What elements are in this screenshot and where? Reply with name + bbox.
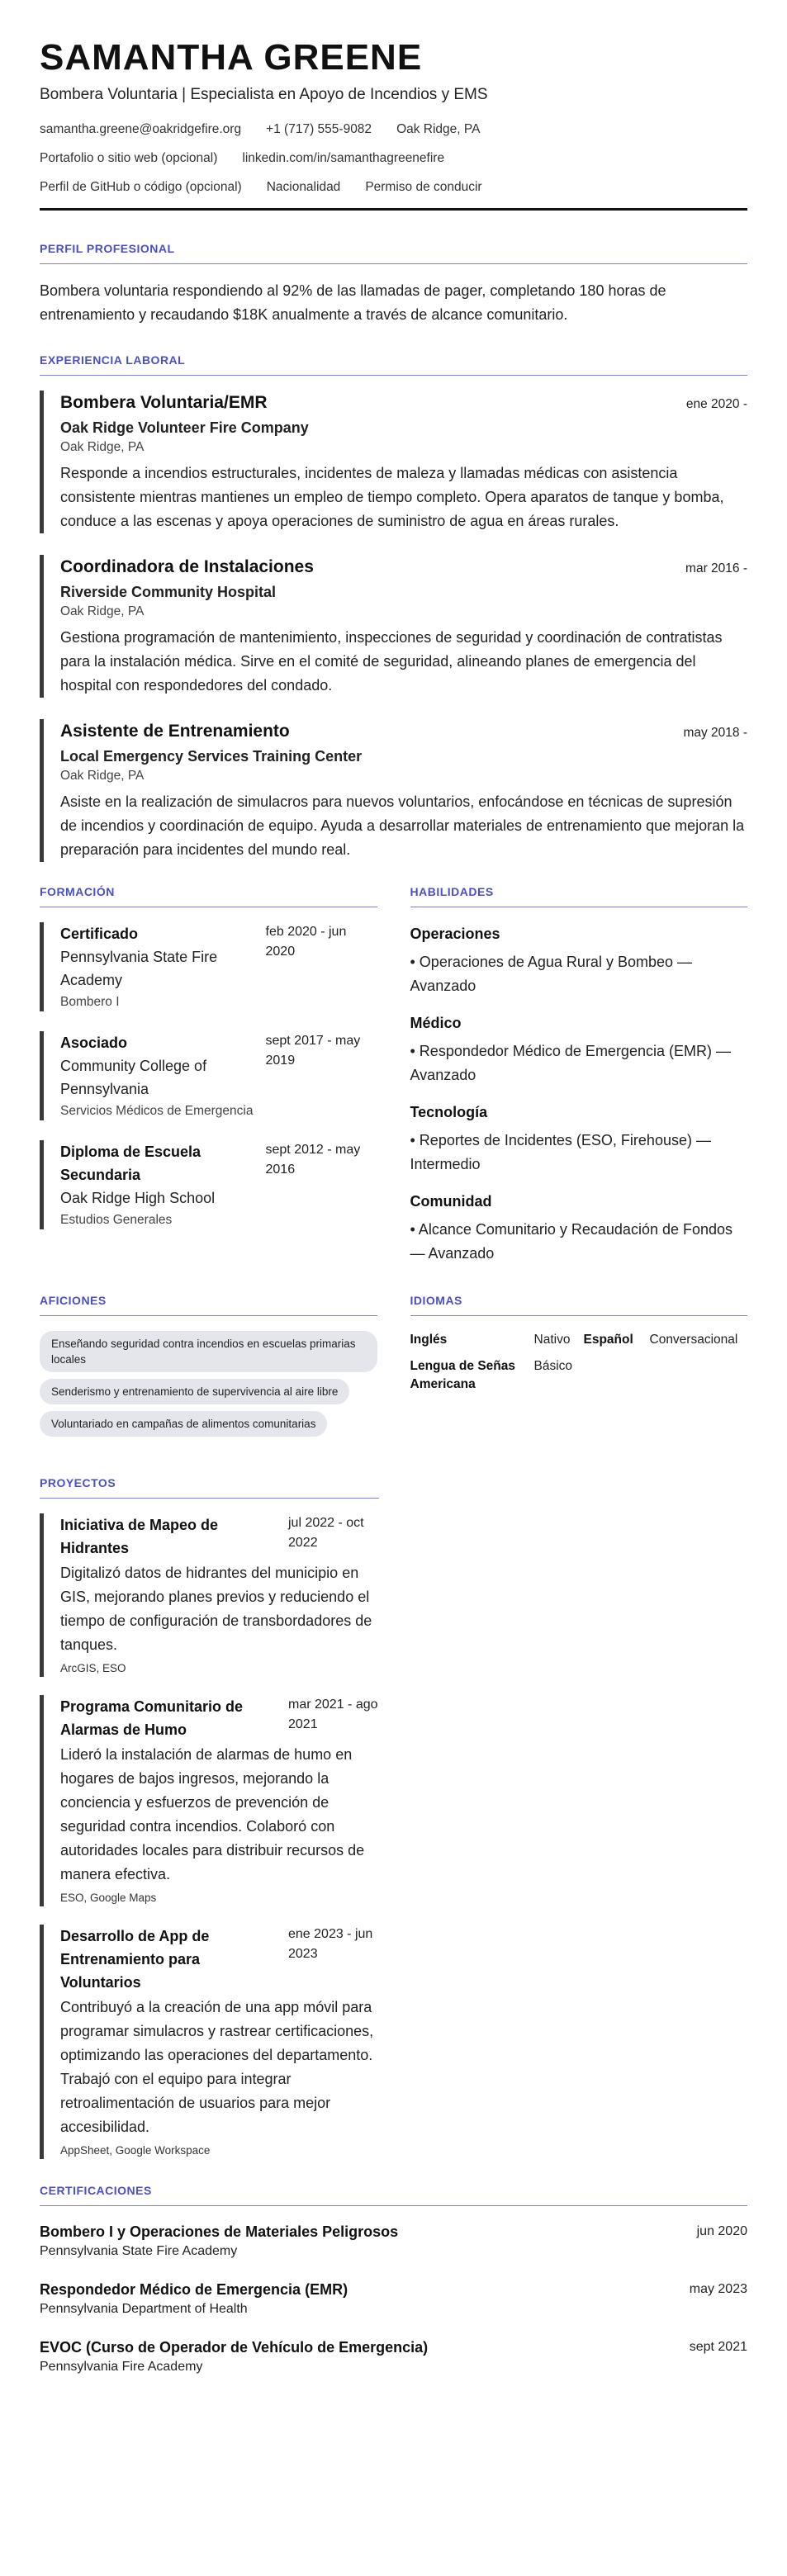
contact-phone[interactable]: +1 (717) 555-9082 (266, 122, 372, 136)
hobby-tag: Voluntariado en campañas de alimentos comunitarias (40, 1411, 327, 1437)
education-field: Servicios Médicos de Emergencia (60, 1104, 254, 1118)
project-title: Iniciativa de Mapeo de Hidrantes (60, 1517, 219, 1556)
education-item (40, 1031, 377, 1120)
header-divider (40, 208, 747, 211)
skill-items: • Operaciones de Agua Rural y Bombeo — Avanzado (410, 954, 692, 994)
experience-description: Responde a incendios estructurales, incidentes de maleza y llamadas médicas con asistencia consistente mientras mantienes un empleo de tiempo completo. Opera aparatos de tanque y bomba, conduce a las escenas y apoya operaciones de suministro de agua en áreas rurales. (60, 465, 724, 529)
project-date: ene 2023 - jun 2023 (288, 1927, 373, 1961)
hobby-tag: Enseñando seguridad contra incendios en escuelas primarias locales (40, 1331, 377, 1372)
language-level: Conversacional (649, 1333, 738, 1347)
language-name: Inglés (410, 1333, 448, 1347)
contact-linkedin[interactable]: linkedin.com/in/samanthagreenefire (242, 151, 445, 165)
experience-location: Oak Ridge, PA (60, 440, 145, 454)
project-date: mar 2021 - ago 2021 (288, 1698, 378, 1731)
education-item (40, 1140, 377, 1229)
certification-item (40, 2337, 747, 2376)
section-title-experience: EXPERIENCIA LABORAL (40, 353, 747, 376)
skill-items: • Alcance Comunitario y Recaudación de Fondos — Avanzado (410, 1221, 733, 1262)
education-date: feb 2020 - jun 2020 (265, 925, 347, 959)
project-description: Digitalizó datos de hidrantes del municipio en GIS, mejorando planes previos y reduciendo el tiempo de configuración de transbordadores de tanques. (60, 1565, 372, 1653)
project-title: Programa Comunitario de Alarmas de Humo (60, 1698, 244, 1738)
experience-company: Oak Ridge Volunteer Fire Company (60, 419, 309, 436)
education-school: Pennsylvania State Fire Academy (60, 949, 218, 988)
skill-group (410, 922, 748, 998)
experience-date: ene 2020 - (685, 397, 747, 411)
experience-section (40, 353, 747, 862)
education-degree: Asociado (60, 1035, 128, 1051)
section-title-education: FORMACIÓN (40, 885, 377, 907)
project-tech: ESO, Google Maps (60, 1892, 157, 1904)
section-title-profile: PERFIL PROFESIONAL (40, 242, 747, 264)
certification-date: jun 2020 (696, 2224, 747, 2238)
skill-category: Operaciones (410, 926, 500, 942)
section-title-projects: PROYECTOS (40, 1476, 379, 1499)
language-level: Básico (533, 1359, 573, 1373)
contact-website[interactable]: Portafolio o sitio web (opcional) (40, 151, 218, 165)
section-title-hobbies: AFICIONES (40, 1294, 377, 1316)
education-field: Bombero I (60, 995, 120, 1009)
candidate-name: SAMANTHA GREENE (40, 37, 423, 78)
experience-item (40, 719, 747, 862)
education-skills-row (40, 885, 747, 1279)
contact-license: Permiso de conducir (365, 180, 482, 194)
skill-category: Médico (410, 1015, 462, 1031)
project-item (40, 1695, 379, 1906)
certification-date: sept 2021 (689, 2340, 747, 2354)
languages-list (410, 1331, 748, 1394)
education-school: Community College of Pennsylvania (60, 1058, 207, 1097)
skill-category: Comunidad (410, 1193, 492, 1210)
project-description: Lideró la instalación de alarmas de humo en hogares de bajos ingresos, mejorando la conciencia y esfuerzos de prevención de seguridad contra incendios. Colaboró con autoridades locales para distribuir recursos de manera efectiva. (60, 1746, 365, 1882)
hobbies-section (40, 1294, 377, 1443)
experience-date: may 2018 - (683, 726, 747, 740)
education-degree: Certificado (60, 926, 139, 942)
education-field: Estudios Generales (60, 1213, 173, 1227)
project-title: Desarrollo de App de Entrenamiento para Voluntarios (60, 1928, 210, 1991)
certifications-section (40, 2184, 747, 2376)
skills-section (410, 885, 748, 1279)
skill-category: Tecnología (410, 1104, 488, 1120)
certification-item (40, 2279, 747, 2318)
skill-group (410, 1190, 748, 1266)
skill-items: • Respondedor Médico de Emergencia (EMR) — Avanzado (410, 1043, 731, 1083)
section-title-certifications: CERTIFICACIONES (40, 2184, 747, 2206)
education-section (40, 885, 377, 1279)
experience-item (40, 391, 747, 533)
project-tech: AppSheet, Google Workspace (60, 2144, 211, 2157)
contact-nationality: Nacionalidad (266, 180, 341, 194)
experience-company: Riverside Community Hospital (60, 584, 277, 600)
hobby-tag: Senderismo y entrenamiento de supervivencia al aire libre (40, 1379, 349, 1404)
certification-org: Pennsylvania State Fire Academy (40, 2244, 238, 2258)
certification-name: EVOC (Curso de Operador de Vehículo de Emergencia) (40, 2339, 429, 2356)
certification-item (40, 2221, 747, 2261)
project-description: Contribuyó a la creación de una app móvil para programar simulacros y rastrear certificaciones, optimizando las operaciones del departamento. Trabajó con el equipo para integrar retroalimentación de usuarios para mejor accesibilidad. (60, 1999, 374, 2135)
experience-location: Oak Ridge, PA (60, 769, 145, 783)
language-name: Lengua de Señas Americana (410, 1359, 515, 1391)
candidate-title: Bombera Voluntaria | Especialista en Apoyo de Incendios y EMS (40, 86, 488, 103)
skill-group (410, 1011, 748, 1087)
projects-section (40, 1476, 379, 2159)
contact-email[interactable]: samantha.greene@oakridgefire.org (40, 122, 242, 136)
experience-item (40, 555, 747, 698)
certification-org: Pennsylvania Fire Academy (40, 2360, 203, 2374)
languages-section (410, 1294, 748, 1443)
education-school: Oak Ridge High School (60, 1190, 216, 1206)
education-date: sept 2012 - may 2016 (265, 1143, 361, 1177)
skill-items: • Reportes de Incidentes (ESO, Firehouse) — Intermedio (410, 1132, 711, 1172)
resume-header (40, 36, 747, 211)
experience-description: Gestiona programación de mantenimiento, inspecciones de seguridad y coordinación de contratistas para la instalación médica. Sirve en el comité de seguridad, alineando planes de emergencia del hospital con respondedores del condado. (60, 629, 723, 694)
certification-date: may 2023 (689, 2282, 747, 2296)
project-tech: ArcGIS, ESO (60, 1662, 126, 1674)
section-title-skills: HABILIDADES (410, 885, 748, 907)
contact-github[interactable]: Perfil de GitHub o código (opcional) (40, 180, 242, 194)
language-level: Nativo (533, 1333, 571, 1347)
education-date: sept 2017 - may 2019 (265, 1034, 361, 1068)
experience-date: mar 2016 - (685, 561, 747, 575)
experience-role: Bombera Voluntaria/EMR (60, 393, 268, 412)
contact-info (40, 121, 747, 197)
profile-section (40, 242, 747, 327)
language-name: Español (583, 1333, 633, 1347)
experience-description: Asiste en la realización de simulacros para nuevos voluntarios, enfocándose en técnicas de supresión de incendios y coordinación de equipo. Ayuda a desarrollar materiales de entrenamiento que mejoran la preparación para incidentes del mundo real. (60, 793, 745, 858)
contact-location: Oak Ridge, PA (396, 122, 481, 136)
hobbies-languages-row (40, 1294, 747, 1443)
project-item (40, 1513, 379, 1677)
experience-location: Oak Ridge, PA (60, 604, 145, 618)
certification-name: Bombero I y Operaciones de Materiales Peligrosos (40, 2223, 399, 2240)
skill-group (410, 1101, 748, 1177)
project-date: jul 2022 - oct 2022 (288, 1516, 364, 1550)
experience-role: Asistente de Entrenamiento (60, 722, 290, 741)
education-degree: Diploma de Escuela Secundaria (60, 1144, 201, 1183)
certification-org: Pennsylvania Department of Health (40, 2302, 248, 2316)
education-item (40, 922, 377, 1011)
profile-summary: Bombera voluntaria respondiendo al 92% de las llamadas de pager, completando 180 horas de entrenamiento y recaudando $18K anualmente a través de alcance comunitario. (40, 282, 666, 323)
section-title-languages: IDIOMAS (410, 1294, 748, 1316)
experience-company: Local Emergency Services Training Center (60, 748, 363, 765)
experience-role: Coordinadora de Instalaciones (60, 557, 314, 576)
project-item (40, 1925, 379, 2159)
certification-name: Respondedor Médico de Emergencia (EMR) (40, 2281, 348, 2298)
